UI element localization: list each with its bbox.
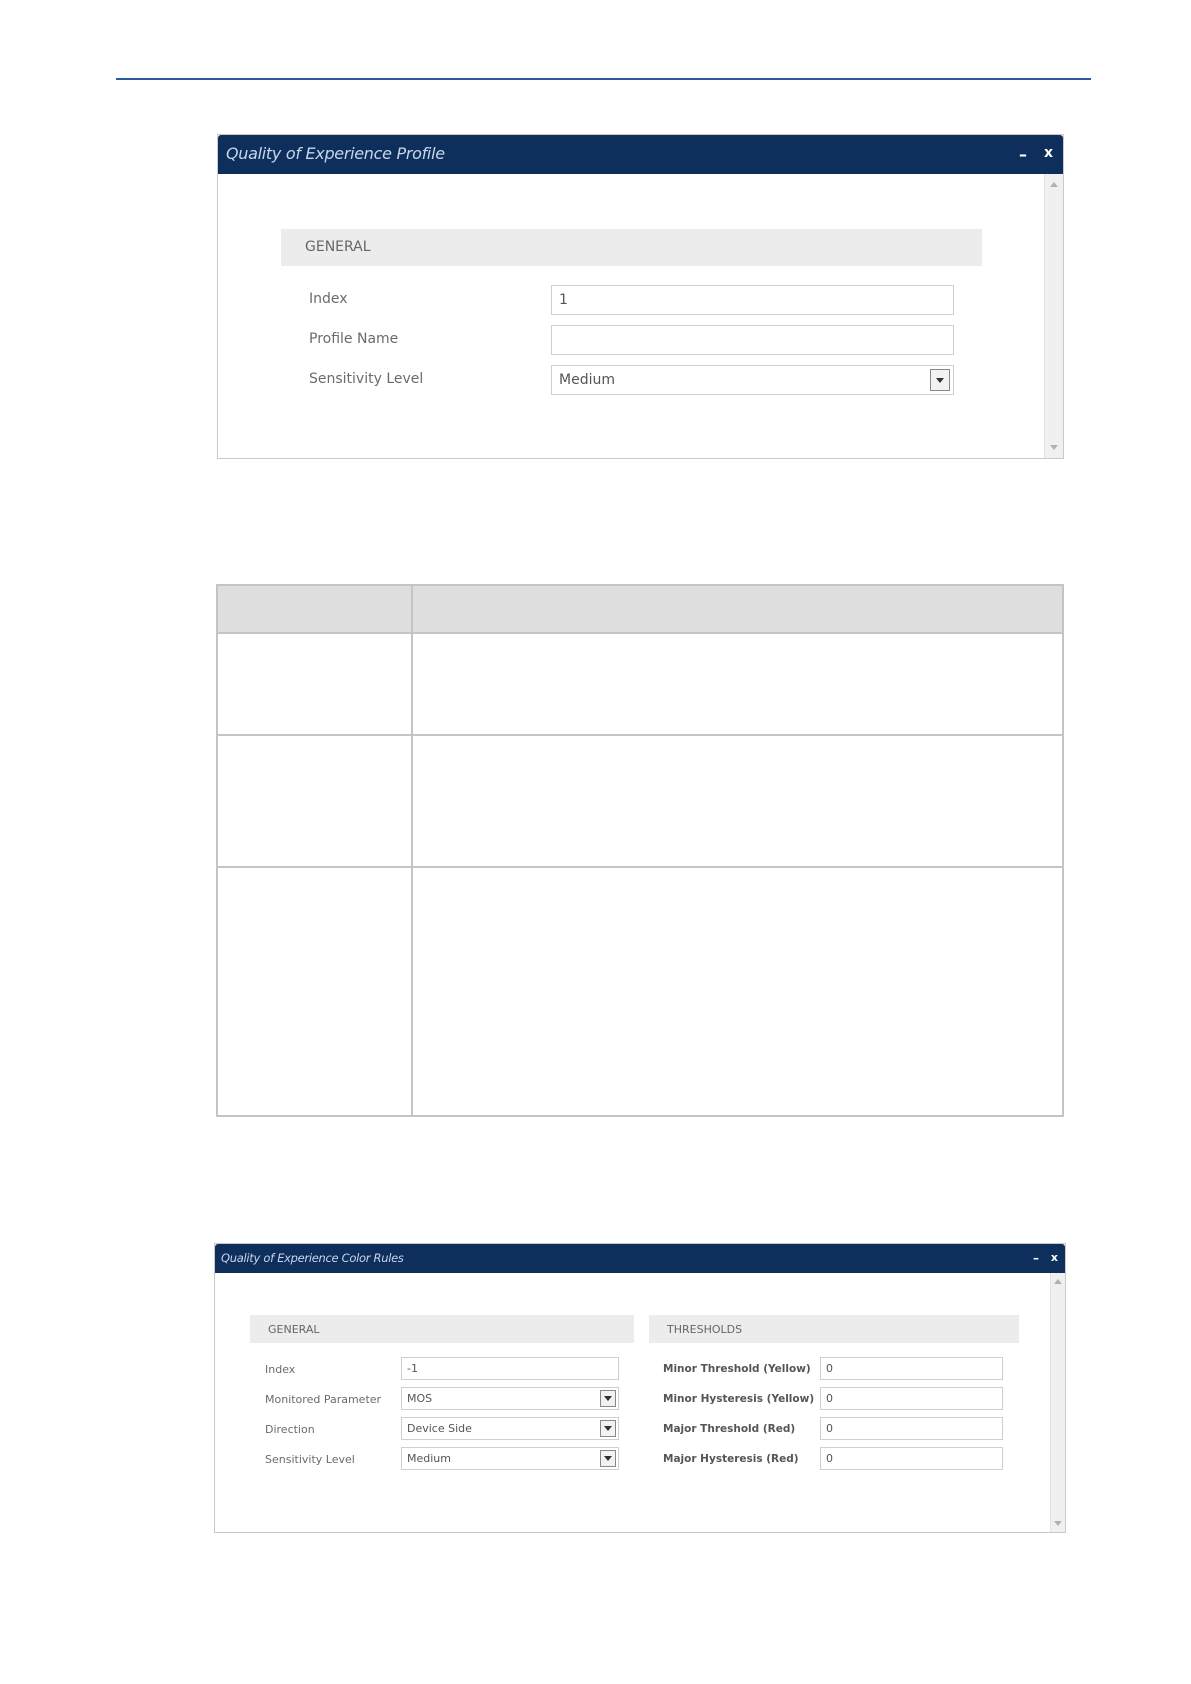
index-field[interactable] bbox=[401, 1357, 619, 1380]
thresholds-section-header bbox=[649, 1315, 1019, 1343]
sensitivity-level-value: Medium bbox=[559, 372, 615, 388]
thresholds-section-label: THRESHOLDS bbox=[667, 1323, 743, 1336]
index-value: 1 bbox=[559, 292, 568, 308]
minor-threshold-field[interactable] bbox=[820, 1357, 1003, 1380]
color-rules-dialog-title: Quality of Experience Color Rules bbox=[221, 1251, 404, 1265]
scroll-down-icon[interactable] bbox=[1054, 1521, 1062, 1526]
major-hysteresis-label: Major Hysteresis (Red) bbox=[663, 1453, 799, 1465]
chevron-down-icon[interactable] bbox=[600, 1450, 616, 1467]
minor-hysteresis-field[interactable] bbox=[820, 1387, 1003, 1410]
profile-name-field[interactable] bbox=[551, 325, 954, 355]
color-rules-dialog bbox=[214, 1243, 1066, 1533]
major-threshold-label: Major Threshold (Red) bbox=[663, 1423, 796, 1435]
major-threshold-value: 0 bbox=[826, 1422, 833, 1435]
table-column-divider bbox=[411, 586, 413, 1115]
minimize-button[interactable]: – bbox=[1019, 145, 1027, 164]
table-header-row bbox=[218, 586, 1062, 634]
scroll-up-icon[interactable] bbox=[1050, 182, 1058, 187]
monitored-parameter-value: MOS bbox=[407, 1392, 433, 1405]
index-label: Index bbox=[265, 1363, 296, 1376]
sensitivity-level-select[interactable] bbox=[551, 365, 954, 395]
general-section-label: GENERAL bbox=[305, 239, 371, 255]
sensitivity-level-label: Sensitivity Level bbox=[265, 1453, 355, 1466]
monitored-parameter-select[interactable] bbox=[401, 1387, 619, 1410]
table-row-divider bbox=[218, 734, 1062, 736]
profile-name-label: Profile Name bbox=[309, 331, 399, 347]
index-label: Index bbox=[309, 291, 348, 307]
sensitivity-level-select[interactable] bbox=[401, 1447, 619, 1470]
table-row-divider bbox=[218, 866, 1062, 868]
chevron-down-icon[interactable] bbox=[600, 1420, 616, 1437]
color-rules-dialog-header bbox=[215, 1244, 1065, 1273]
index-field[interactable] bbox=[551, 285, 954, 315]
minor-hysteresis-value: 0 bbox=[826, 1392, 833, 1405]
sensitivity-level-value: Medium bbox=[407, 1452, 451, 1465]
direction-value: Device Side bbox=[407, 1422, 472, 1435]
close-button[interactable]: x bbox=[1050, 1251, 1058, 1264]
close-button[interactable]: x bbox=[1043, 145, 1053, 161]
general-section-label: GENERAL bbox=[268, 1323, 320, 1336]
direction-select[interactable] bbox=[401, 1417, 619, 1440]
scrollbar[interactable] bbox=[1050, 1273, 1065, 1532]
parameter-table bbox=[216, 584, 1064, 1117]
sensitivity-level-label: Sensitivity Level bbox=[309, 371, 424, 387]
scrollbar[interactable] bbox=[1044, 174, 1063, 458]
major-hysteresis-value: 0 bbox=[826, 1452, 833, 1465]
minor-threshold-value: 0 bbox=[826, 1362, 833, 1375]
minor-threshold-label: Minor Threshold (Yellow) bbox=[663, 1363, 811, 1375]
scroll-up-icon[interactable] bbox=[1054, 1279, 1062, 1284]
monitored-parameter-label: Monitored Parameter bbox=[265, 1393, 382, 1406]
profile-dialog bbox=[217, 134, 1064, 459]
index-value: -1 bbox=[407, 1362, 418, 1375]
general-section-header bbox=[250, 1315, 634, 1343]
major-hysteresis-field[interactable] bbox=[820, 1447, 1003, 1470]
major-threshold-field[interactable] bbox=[820, 1417, 1003, 1440]
minor-hysteresis-label: Minor Hysteresis (Yellow) bbox=[663, 1393, 815, 1405]
direction-label: Direction bbox=[265, 1423, 315, 1436]
minimize-button[interactable]: – bbox=[1033, 1251, 1039, 1265]
header-rule bbox=[116, 78, 1091, 80]
chevron-down-icon[interactable] bbox=[600, 1390, 616, 1407]
chevron-down-icon[interactable] bbox=[930, 369, 950, 391]
profile-dialog-header bbox=[218, 135, 1063, 174]
scroll-down-icon[interactable] bbox=[1050, 445, 1058, 450]
general-section-header bbox=[281, 229, 982, 266]
profile-dialog-title: Quality of Experience Profile bbox=[226, 144, 445, 163]
